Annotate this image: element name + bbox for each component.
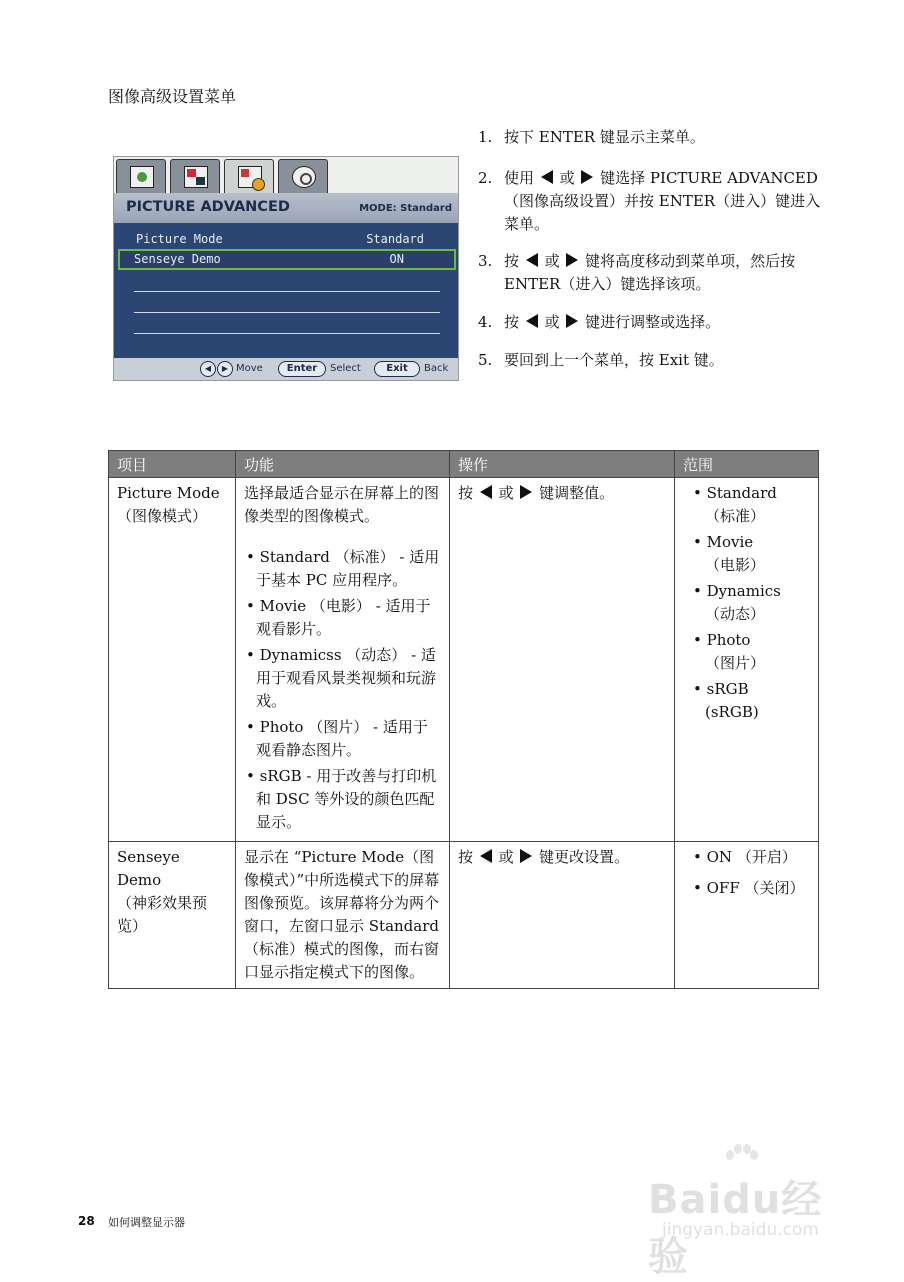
range-item (683, 846, 811, 869)
left-triangle-icon (480, 849, 492, 863)
step-text-post: 键将高度移动到菜单项，然后按 ENTER（进入）键选择该项。 (504, 252, 796, 293)
step-text (504, 311, 828, 334)
cell-operation (450, 478, 675, 842)
header-operation: 操作 (450, 451, 675, 478)
osd-divider (134, 333, 440, 334)
section-title: 图像高级设置菜单 (108, 87, 237, 106)
baidu-jingyan-watermark (640, 1140, 850, 1280)
osd-heading: PICTURE ADVANCED (126, 199, 290, 215)
left-arrow-icon: ◀ (200, 361, 216, 377)
function-intro: 显示在 “Picture Mode（图像模式）”中所选模式下的屏幕图像预览。该屏幕将分为两个窗口，左窗口显示 Standard （标准）模式的图像，而右窗口显示指定模式下的图像。 (244, 848, 440, 981)
operation-post: 键调整值。 (539, 484, 615, 502)
range-en: • Dynamics (693, 582, 781, 600)
step-text: 要回到上一个菜单，按 Exit 键。 (504, 351, 724, 369)
step-number: 1. (478, 128, 493, 146)
osd-mode-label: MODE: Standard (359, 203, 452, 214)
step-text-pre: 按 (504, 313, 520, 331)
operation-post: 键更改设置。 (539, 848, 630, 866)
osd-back-label: Back (424, 363, 449, 374)
range-cn: （动态） (705, 605, 766, 623)
picture-advanced-icon (238, 166, 262, 188)
cell-function (236, 478, 450, 842)
osd-divider (134, 291, 440, 292)
osd-move-label: Move (236, 363, 263, 374)
left-triangle-icon (541, 170, 553, 184)
operation-pre: 按 (458, 848, 474, 866)
osd-divider (134, 312, 440, 313)
step-text-or: 或 (544, 252, 560, 270)
right-arrow-icon: ▶ (217, 361, 233, 377)
osd-tab-bar (114, 157, 458, 193)
function-bullet: • Dynamicss （动态） - 适用于观看风景类视频和玩游戏。 (246, 646, 437, 710)
paw-logo-icon (726, 1144, 756, 1170)
range-item (683, 531, 811, 577)
right-triangle-icon (581, 170, 593, 184)
item-name-cn: （图像模式） (117, 507, 208, 525)
range-cn: （图片） (705, 654, 766, 672)
function-bullet: • Movie （电影） - 适用于观看影片。 (246, 597, 431, 638)
function-bullet: • Photo （图片） - 适用于观看静态图片。 (246, 718, 428, 759)
osd-row-name: Senseye Demo (134, 252, 221, 266)
range-en: • OFF (693, 879, 740, 897)
step-number: 4. (478, 313, 493, 331)
range-cn: （关闭） (744, 879, 805, 897)
osd-row-picture-mode (118, 229, 456, 250)
range-en: • Standard (693, 484, 777, 502)
range-item (683, 629, 811, 675)
osd-footer-bar (114, 358, 458, 380)
step-text-pre: 按 (504, 252, 520, 270)
range-en: • sRGB (693, 680, 749, 698)
step-text-post: 键选择 PICTURE ADVANCED（图像高级设置）并按 ENTER（进入）键进入菜单。 (504, 169, 821, 233)
operation-or: 或 (498, 848, 514, 866)
range-en: • ON (693, 848, 733, 866)
page-number: 28 (78, 1214, 95, 1228)
osd-tab-picture-advanced (224, 159, 274, 195)
step-text (504, 250, 828, 296)
range-cn: （标准） (705, 507, 766, 525)
right-triangle-icon (520, 849, 532, 863)
range-item (683, 580, 811, 626)
header-range: 范围 (675, 451, 819, 478)
range-en: • Photo (693, 631, 751, 649)
watermark-brand: Baidu经验 (648, 1177, 823, 1280)
operation-or: 或 (498, 484, 514, 502)
range-cn: （电影） (705, 556, 766, 574)
osd-tab-picture (170, 159, 220, 193)
picture-icon (184, 166, 208, 188)
range-cn: （开启） (736, 848, 797, 866)
cell-operation (450, 842, 675, 989)
function-bullet: • sRGB - 用于改善与打印机和 DSC 等外设的颜色匹配显示。 (246, 767, 437, 831)
osd-enter-key: Enter (278, 361, 326, 377)
table-row (109, 842, 819, 989)
cell-item (109, 842, 236, 989)
step-text (504, 167, 828, 236)
cell-range (675, 842, 819, 989)
system-gear-icon (292, 166, 316, 188)
osd-exit-key: Exit (374, 361, 420, 377)
range-item (683, 678, 811, 724)
watermark-url: jingyan.baidu.com (662, 1220, 819, 1240)
header-function: 功能 (236, 451, 450, 478)
item-name-en: Senseye Demo (117, 848, 180, 889)
cell-item (109, 478, 236, 842)
cell-range (675, 478, 819, 842)
step-text: 按下 ENTER 键显示主菜单。 (504, 128, 705, 146)
range-item (683, 877, 811, 900)
osd-menu-screenshot (113, 156, 459, 381)
step-number: 2. (478, 169, 493, 187)
step-text-or: 或 (544, 313, 560, 331)
osd-select-label: Select (330, 363, 361, 374)
osd-row-name: Picture Mode (136, 232, 223, 246)
osd-row-value: Standard (366, 232, 424, 246)
left-triangle-icon (480, 485, 492, 499)
step-text-post: 键进行调整或选择。 (585, 313, 721, 331)
osd-title-bar (114, 193, 458, 223)
osd-tab-display (116, 159, 166, 193)
table-header-row (109, 451, 819, 478)
range-cn: (sRGB) (705, 703, 759, 721)
table-row (109, 478, 819, 842)
header-item: 项目 (109, 451, 236, 478)
step-number: 3. (478, 252, 493, 270)
function-bullet: • Standard （标准） - 适用于基本 PC 应用程序。 (246, 548, 440, 589)
cell-function (236, 842, 450, 989)
step-number: 5. (478, 351, 493, 369)
display-icon (130, 166, 154, 188)
osd-row-value: ON (389, 252, 404, 266)
operation-pre: 按 (458, 484, 474, 502)
osd-row-senseye-demo (118, 249, 456, 270)
left-triangle-icon (526, 253, 538, 267)
item-name-cn: （神彩效果预览） (117, 894, 208, 935)
step-text-or: 或 (559, 169, 575, 187)
range-item (683, 482, 811, 528)
page-section-label: 如何调整显示器 (108, 1216, 185, 1229)
settings-table (108, 450, 819, 989)
step-text-pre: 使用 (504, 169, 535, 187)
left-triangle-icon (526, 314, 538, 328)
osd-tab-system (278, 159, 328, 193)
function-intro: 选择最适合显示在屏幕上的图像类型的图像模式。 (244, 484, 440, 525)
range-en: • Movie (693, 533, 754, 551)
right-triangle-icon (520, 485, 532, 499)
right-triangle-icon (566, 253, 578, 267)
right-triangle-icon (566, 314, 578, 328)
item-name-en: Picture Mode (117, 484, 220, 502)
